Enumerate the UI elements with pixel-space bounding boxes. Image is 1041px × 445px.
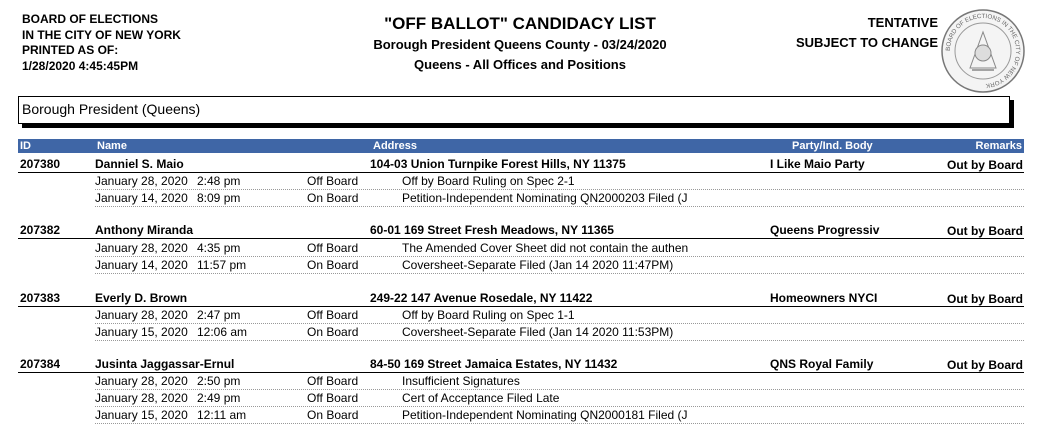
candidate-name: Danniel S. Maio bbox=[95, 157, 184, 171]
action-row bbox=[95, 257, 1024, 274]
candidate-row bbox=[18, 156, 1024, 173]
action-time: 12:11 am bbox=[197, 408, 247, 422]
candidate-name: Everly D. Brown bbox=[95, 291, 188, 305]
printed-timestamp: 1/28/2020 4:45:45PM bbox=[22, 58, 139, 73]
action-status: On Board bbox=[307, 258, 359, 272]
action-description: Petition-Independent Nominating QN2000181 Filed (J bbox=[402, 408, 688, 422]
column-header-name: Name bbox=[97, 140, 127, 152]
action-status: On Board bbox=[307, 408, 359, 422]
action-time: 12:06 am bbox=[197, 325, 248, 339]
action-status: Off Board bbox=[307, 374, 359, 388]
action-time: 4:35 pm bbox=[197, 241, 241, 255]
column-header-bar bbox=[18, 139, 1024, 153]
action-date: January 28, 2020 bbox=[95, 308, 188, 322]
action-time: 2:49 pm bbox=[197, 391, 241, 405]
candidate-party: Homeowners NYCI bbox=[770, 291, 878, 305]
candidate-remarks: Out by Board bbox=[946, 158, 1023, 172]
action-status: Off Board bbox=[307, 308, 359, 322]
candidate-address: 104-03 Union Turnpike Forest Hills, NY 11375 bbox=[370, 157, 626, 171]
candidate-id: 207383 bbox=[20, 291, 61, 305]
action-date: January 14, 2020 bbox=[95, 258, 188, 272]
action-date: January 28, 2020 bbox=[95, 241, 188, 255]
action-description: Off by Board Ruling on Spec 1-1 bbox=[402, 308, 575, 322]
candidate-id: 207382 bbox=[20, 223, 61, 237]
report-header-right bbox=[770, 13, 938, 53]
action-description: The Amended Cover Sheet did not contain the authen bbox=[402, 241, 689, 255]
office-title-box bbox=[18, 96, 1010, 124]
candidate-name: Anthony Miranda bbox=[95, 223, 193, 237]
action-date: January 28, 2020 bbox=[95, 174, 188, 188]
agency-line-1: BOARD OF ELECTIONS bbox=[22, 12, 159, 26]
candidate-row bbox=[18, 356, 1024, 373]
action-row bbox=[95, 307, 1024, 324]
action-time: 2:50 pm bbox=[197, 374, 241, 388]
candidate-party: I Like Maio Party bbox=[770, 157, 865, 171]
action-date: January 15, 2020 bbox=[95, 325, 188, 339]
printed-as-of-label: PRINTED AS OF: bbox=[22, 43, 119, 57]
report-subtitle-scope: Queens - All Offices and Positions bbox=[414, 57, 626, 72]
column-header-remarks: Remarks bbox=[975, 140, 1022, 152]
action-time: 2:47 pm bbox=[197, 308, 241, 322]
candidate-name: Jusinta Jaggassar-Ernul bbox=[95, 357, 235, 371]
candidate-party: Queens Progressiv bbox=[770, 223, 880, 237]
candidate-id: 207384 bbox=[20, 357, 61, 371]
candidate-id: 207380 bbox=[20, 157, 61, 171]
report-header-center bbox=[300, 13, 740, 75]
board-of-elections-seal-icon bbox=[940, 8, 1026, 94]
action-description: Off by Board Ruling on Spec 2-1 bbox=[402, 174, 575, 188]
action-status: Off Board bbox=[307, 391, 359, 405]
candidate-row bbox=[18, 290, 1024, 307]
action-status: Off Board bbox=[307, 174, 359, 188]
action-time: 2:48 pm bbox=[197, 174, 241, 188]
action-description: Petition-Independent Nominating QN2000203 Filed (J bbox=[402, 191, 688, 205]
action-row bbox=[95, 373, 1024, 390]
candidate-address: 249-22 147 Avenue Rosedale, NY 11422 bbox=[370, 291, 593, 305]
action-time: 8:09 pm bbox=[197, 191, 241, 205]
action-description: Coversheet-Separate Filed (Jan 14 2020 11:53PM) bbox=[402, 325, 674, 339]
report-subtitle-election: Borough President Queens County - 03/24/2020 bbox=[373, 37, 667, 52]
action-status: On Board bbox=[307, 325, 359, 339]
action-row bbox=[95, 390, 1024, 407]
tentative-label: TENTATIVE bbox=[867, 15, 938, 30]
action-row bbox=[95, 173, 1024, 190]
action-date: January 14, 2020 bbox=[95, 191, 188, 205]
action-description: Coversheet-Separate Filed (Jan 14 2020 11:47PM) bbox=[402, 258, 674, 272]
action-status: Off Board bbox=[307, 241, 359, 255]
action-time: 11:57 pm bbox=[197, 258, 247, 272]
action-row bbox=[95, 407, 1024, 424]
action-description: Insufficient Signatures bbox=[402, 374, 520, 388]
column-header-party: Party/Ind. Body bbox=[792, 140, 873, 152]
column-header-address: Address bbox=[373, 140, 418, 152]
candidate-remarks: Out by Board bbox=[946, 292, 1023, 306]
action-row bbox=[95, 240, 1024, 257]
action-row bbox=[95, 324, 1024, 341]
candidate-remarks: Out by Board bbox=[946, 224, 1023, 238]
report-title: "OFF BALLOT" CANDIDACY LIST bbox=[384, 14, 656, 33]
action-row bbox=[95, 190, 1024, 207]
candidate-party: QNS Royal Family bbox=[770, 357, 874, 371]
action-date: January 28, 2020 bbox=[95, 374, 188, 388]
candidate-remarks: Out by Board bbox=[946, 358, 1023, 372]
column-header-id: ID bbox=[20, 140, 31, 152]
candidate-row bbox=[18, 222, 1024, 239]
office-title: Borough President (Queens) bbox=[22, 101, 201, 117]
action-date: January 28, 2020 bbox=[95, 391, 188, 405]
report-header-left bbox=[22, 12, 181, 74]
subject-to-change-label: SUBJECT TO CHANGE bbox=[795, 35, 938, 50]
action-description: Cert of Acceptance Filed Late bbox=[402, 391, 560, 405]
agency-line-2: IN THE CITY OF NEW YORK bbox=[22, 27, 181, 42]
seal-text: BOARD OF ELECTIONS IN THE CITY OF NEW YORK bbox=[944, 12, 1022, 89]
action-status: On Board bbox=[307, 191, 359, 205]
candidate-address: 60-01 169 Street Fresh Meadows, NY 11365 bbox=[370, 223, 614, 237]
candidate-address: 84-50 169 Street Jamaica Estates, NY 11432 bbox=[370, 357, 618, 371]
action-date: January 15, 2020 bbox=[95, 408, 188, 422]
